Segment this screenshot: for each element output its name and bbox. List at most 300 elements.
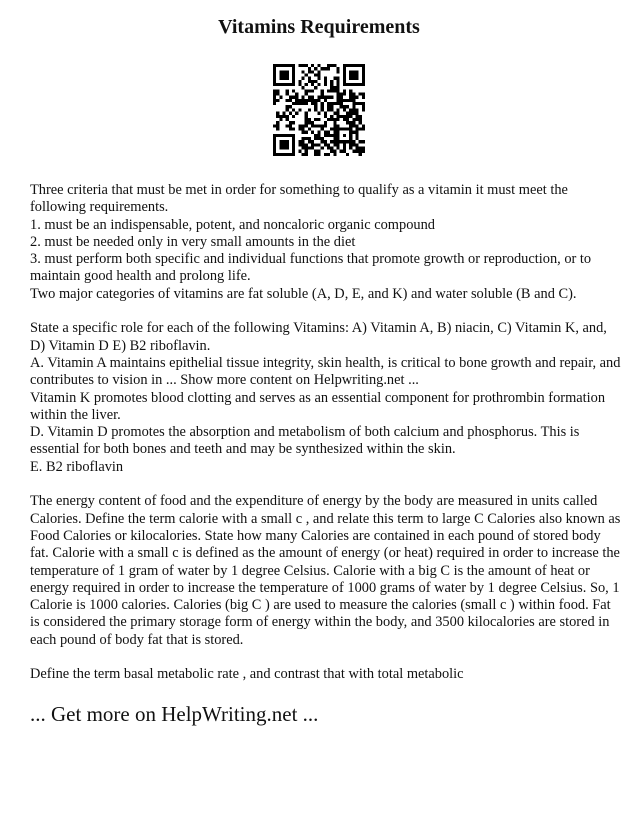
- qr-module: [311, 143, 314, 146]
- qr-module: [355, 64, 358, 67]
- qr-module: [286, 77, 289, 80]
- qr-module: [352, 74, 355, 77]
- qr-module: [327, 143, 330, 146]
- qr-module: [286, 83, 289, 86]
- qr-module: [343, 108, 346, 111]
- qr-module: [317, 124, 320, 127]
- qr-module: [305, 115, 308, 118]
- qr-module: [330, 127, 333, 130]
- qr-module: [302, 143, 305, 146]
- qr-module: [355, 74, 358, 77]
- qr-module: [283, 70, 286, 73]
- qr-module: [311, 140, 314, 143]
- qr-module: [324, 80, 327, 83]
- qr-module: [355, 108, 358, 111]
- qr-module: [333, 134, 336, 137]
- qr-module: [292, 115, 295, 118]
- qr-module: [273, 150, 276, 153]
- qr-module: [302, 124, 305, 127]
- qr-module: [273, 77, 276, 80]
- qr-module: [324, 67, 327, 70]
- qr-module: [286, 74, 289, 77]
- qr-module: [283, 64, 286, 67]
- qr-module: [343, 105, 346, 108]
- qr-module: [283, 74, 286, 77]
- qr-module: [346, 64, 349, 67]
- qr-module: [289, 134, 292, 137]
- qr-module: [305, 118, 308, 121]
- qr-module: [317, 112, 320, 115]
- qr-module: [289, 64, 292, 67]
- qr-module: [355, 112, 358, 115]
- qr-module: [273, 137, 276, 140]
- qr-module: [292, 80, 295, 83]
- qr-module: [283, 112, 286, 115]
- qr-module: [352, 131, 355, 134]
- qr-module: [305, 153, 308, 156]
- qr-module: [292, 77, 295, 80]
- text-line: Food Calories or kilocalories. State how many Calories are contained in each pound of stored body: [30, 527, 601, 544]
- qr-module: [289, 83, 292, 86]
- qr-module: [273, 93, 276, 96]
- qr-module: [327, 108, 330, 111]
- qr-module: [317, 150, 320, 153]
- qr-module: [359, 153, 362, 156]
- paragraph-vitamin-roles: [30, 320, 621, 476]
- qr-module: [298, 83, 301, 86]
- qr-module: [362, 74, 365, 77]
- qr-module: [317, 134, 320, 137]
- qr-module: [333, 143, 336, 146]
- qr-module: [346, 121, 349, 124]
- qr-module: [327, 102, 330, 105]
- qr-module: [276, 134, 279, 137]
- qr-module: [333, 150, 336, 153]
- qr-module: [343, 77, 346, 80]
- qr-module: [289, 99, 292, 102]
- qr-module: [314, 134, 317, 137]
- qr-module: [314, 102, 317, 105]
- qr-module: [349, 140, 352, 143]
- qr-module: [279, 134, 282, 137]
- qr-module: [279, 83, 282, 86]
- qr-module: [305, 89, 308, 92]
- qr-module: [305, 102, 308, 105]
- qr-module: [352, 93, 355, 96]
- qr-module: [333, 124, 336, 127]
- qr-module: [295, 112, 298, 115]
- qr-module: [340, 99, 343, 102]
- qr-module: [352, 83, 355, 86]
- qr-module: [333, 89, 336, 92]
- qr-module: [317, 64, 320, 67]
- qr-module: [343, 140, 346, 143]
- qr-module: [286, 93, 289, 96]
- text-line: 1. must be an indispensable, potent, and noncaloric organic compound: [30, 216, 435, 233]
- qr-module: [324, 131, 327, 134]
- qr-module: [343, 89, 346, 92]
- qr-module: [314, 86, 317, 89]
- qr-module: [327, 153, 330, 156]
- qr-module: [349, 115, 352, 118]
- qr-module: [359, 146, 362, 149]
- qr-module: [305, 150, 308, 153]
- qr-module: [352, 143, 355, 146]
- qr-module: [314, 67, 317, 70]
- qr-module: [349, 83, 352, 86]
- qr-module: [330, 140, 333, 143]
- qr-module: [302, 99, 305, 102]
- qr-module: [308, 108, 311, 111]
- qr-module: [305, 74, 308, 77]
- qr-module: [352, 108, 355, 111]
- qr-module: [324, 83, 327, 86]
- qr-module: [362, 96, 365, 99]
- qr-module: [308, 146, 311, 149]
- qr-module: [305, 137, 308, 140]
- qr-module: [283, 134, 286, 137]
- text-line: is considered the primary storage form of energy within the body, and 3500 kilocalories are stored in: [30, 614, 610, 631]
- qr-module: [349, 89, 352, 92]
- qr-module: [352, 102, 355, 105]
- qr-module: [286, 64, 289, 67]
- qr-module: [292, 83, 295, 86]
- qr-module: [302, 127, 305, 130]
- qr-module: [327, 131, 330, 134]
- qr-module: [327, 67, 330, 70]
- qr-module: [292, 134, 295, 137]
- qr-module: [336, 99, 339, 102]
- qr-module: [308, 127, 311, 130]
- qr-module: [273, 70, 276, 73]
- qr-module: [305, 64, 308, 67]
- qr-module: [349, 93, 352, 96]
- qr-module: [289, 153, 292, 156]
- qr-module: [292, 70, 295, 73]
- qr-module: [286, 124, 289, 127]
- qr-module: [305, 143, 308, 146]
- qr-module: [346, 105, 349, 108]
- qr-module: [273, 80, 276, 83]
- qr-module: [336, 134, 339, 137]
- qr-module: [314, 105, 317, 108]
- qr-module: [302, 146, 305, 149]
- qr-module: [321, 93, 324, 96]
- qr-module: [343, 80, 346, 83]
- qr-module: [349, 96, 352, 99]
- qr-module: [340, 96, 343, 99]
- qr-module: [352, 64, 355, 67]
- qr-module: [346, 99, 349, 102]
- qr-module: [321, 137, 324, 140]
- qr-module: [286, 70, 289, 73]
- qr-module: [349, 127, 352, 130]
- qr-module: [352, 96, 355, 99]
- qr-module: [343, 70, 346, 73]
- qr-module: [305, 83, 308, 86]
- qr-module: [276, 93, 279, 96]
- qr-module: [333, 127, 336, 130]
- document-body: [30, 182, 621, 727]
- qr-module: [327, 96, 330, 99]
- qr-module: [330, 86, 333, 89]
- qr-module: [286, 146, 289, 149]
- qr-module: [292, 127, 295, 130]
- qr-module: [330, 134, 333, 137]
- qr-module: [336, 96, 339, 99]
- qr-module: [330, 118, 333, 121]
- qr-module: [324, 115, 327, 118]
- qr-module: [336, 118, 339, 121]
- text-line: maintain good health and prolong life.: [30, 268, 251, 285]
- qr-module: [283, 77, 286, 80]
- qr-module: [340, 140, 343, 143]
- qr-module: [286, 153, 289, 156]
- qr-module: [273, 67, 276, 70]
- get-more-link[interactable]: ... Get more on HelpWriting.net ...: [30, 701, 319, 726]
- qr-module: [273, 102, 276, 105]
- qr-module: [355, 137, 358, 140]
- qr-module: [273, 140, 276, 143]
- qr-module: [273, 74, 276, 77]
- qr-module: [362, 67, 365, 70]
- qr-module: [311, 80, 314, 83]
- qr-module: [286, 115, 289, 118]
- qr-module: [311, 121, 314, 124]
- qr-module: [355, 102, 358, 105]
- qr-module: [330, 64, 333, 67]
- qr-module: [302, 137, 305, 140]
- qr-module: [283, 143, 286, 146]
- qr-module: [362, 80, 365, 83]
- qr-module: [295, 93, 298, 96]
- qr-module: [279, 153, 282, 156]
- qr-module: [311, 83, 314, 86]
- qr-module: [327, 146, 330, 149]
- qr-module: [362, 83, 365, 86]
- qr-module: [352, 118, 355, 121]
- qr-module: [340, 93, 343, 96]
- qr-module: [349, 124, 352, 127]
- qr-module: [314, 150, 317, 153]
- qr-module: [321, 105, 324, 108]
- qr-module: [302, 96, 305, 99]
- qr-module: [355, 150, 358, 153]
- text-line: Vitamin K promotes blood clotting and serves as an essential component for prothrombin formation: [30, 389, 606, 406]
- qr-module: [305, 124, 308, 127]
- qr-module: [298, 102, 301, 105]
- text-line: fat. Calorie with a small c is defined as the amount of energy (or heat) required in order to increase the: [30, 545, 620, 562]
- qr-module: [311, 131, 314, 134]
- qr-module: [359, 127, 362, 130]
- qr-module: [321, 108, 324, 111]
- qr-module: [340, 102, 343, 105]
- qr-module: [289, 121, 292, 124]
- qr-module: [359, 115, 362, 118]
- qr-module: [352, 150, 355, 153]
- qr-module: [333, 112, 336, 115]
- qr-module: [276, 64, 279, 67]
- qr-module: [336, 137, 339, 140]
- qr-code-graphic: [273, 64, 365, 156]
- qr-module: [279, 143, 282, 146]
- qr-module: [311, 146, 314, 149]
- qr-module: [311, 99, 314, 102]
- text-line: E. B2 riboflavin: [30, 458, 124, 475]
- qr-module: [292, 89, 295, 92]
- qr-module: [336, 86, 339, 89]
- qr-module: [302, 153, 305, 156]
- qr-module: [289, 96, 292, 99]
- qr-module: [333, 64, 336, 67]
- qr-module: [355, 146, 358, 149]
- qr-module: [349, 131, 352, 134]
- qr-module: [330, 83, 333, 86]
- qr-module: [346, 118, 349, 121]
- qr-module: [308, 96, 311, 99]
- qr-module: [352, 77, 355, 80]
- qr-module: [324, 112, 327, 115]
- qr-module: [308, 99, 311, 102]
- qr-module: [292, 102, 295, 105]
- qr-module: [276, 83, 279, 86]
- paragraph-energy-content: [30, 493, 621, 649]
- qr-module: [333, 102, 336, 105]
- qr-module: [355, 77, 358, 80]
- paragraph-gap: [30, 649, 614, 666]
- qr-module: [336, 89, 339, 92]
- qr-module: [295, 96, 298, 99]
- qr-module: [324, 121, 327, 124]
- qr-module: [273, 89, 276, 92]
- text-line: Calories. Define the term calorie with a small c , and relate this term to large C Calories also known as: [30, 510, 621, 527]
- qr-module: [279, 118, 282, 121]
- qr-module: [289, 127, 292, 130]
- qr-module: [292, 96, 295, 99]
- qr-module: [292, 143, 295, 146]
- qr-module: [298, 140, 301, 143]
- qr-module: [292, 108, 295, 111]
- qr-module: [362, 140, 365, 143]
- text-line: Three criteria that must be met in order for something to qualify as a vitamin it must meet the: [30, 182, 568, 198]
- qr-module: [349, 77, 352, 80]
- qr-module: [273, 143, 276, 146]
- qr-module: [336, 127, 339, 130]
- qr-module: [330, 115, 333, 118]
- qr-module: [336, 115, 339, 118]
- qr-module: [302, 64, 305, 67]
- qr-module: [279, 70, 282, 73]
- qr-module: [359, 140, 362, 143]
- qr-module: [276, 153, 279, 156]
- qr-module: [333, 140, 336, 143]
- qr-module: [336, 108, 339, 111]
- qr-module: [349, 112, 352, 115]
- qr-module: [324, 140, 327, 143]
- qr-module: [283, 153, 286, 156]
- qr-module: [340, 105, 343, 108]
- qr-module: [333, 118, 336, 121]
- qr-module: [286, 89, 289, 92]
- qr-module: [311, 70, 314, 73]
- qr-module: [302, 70, 305, 73]
- qr-module: [286, 108, 289, 111]
- qr-module: [362, 108, 365, 111]
- qr-module: [317, 83, 320, 86]
- qr-module: [298, 80, 301, 83]
- qr-module: [330, 150, 333, 153]
- qr-module: [349, 64, 352, 67]
- qr-module: [333, 77, 336, 80]
- qr-module: [324, 153, 327, 156]
- qr-module: [330, 105, 333, 108]
- qr-module: [362, 146, 365, 149]
- text-line: D) Vitamin D E) B2 riboflavin.: [30, 337, 211, 354]
- qr-module: [298, 127, 301, 130]
- qr-module: [352, 99, 355, 102]
- qr-module: [327, 105, 330, 108]
- qr-module: [298, 64, 301, 67]
- qr-module: [314, 124, 317, 127]
- qr-module: [333, 121, 336, 124]
- qr-module: [330, 102, 333, 105]
- qr-module: [362, 93, 365, 96]
- qr-module: [327, 118, 330, 121]
- qr-module: [346, 127, 349, 130]
- qr-module: [302, 102, 305, 105]
- qr-module: [295, 99, 298, 102]
- text-line: within the liver.: [30, 406, 121, 423]
- qr-module: [327, 134, 330, 137]
- qr-module: [349, 99, 352, 102]
- qr-module: [305, 99, 308, 102]
- text-line: State a specific role for each of the following Vitamins: A) Vitamin A, B) niacin, C) Vitamin K, and,: [30, 320, 607, 337]
- text-line: A. Vitamin A maintains epithelial tissue integrity, skin health, is critical to bone growth and repair, and: [30, 354, 621, 371]
- qr-module: [362, 70, 365, 73]
- qr-module: [321, 127, 324, 130]
- qr-module: [330, 89, 333, 92]
- qr-module: [352, 112, 355, 115]
- qr-module: [362, 105, 365, 108]
- qr-module: [349, 143, 352, 146]
- qr-module: [355, 124, 358, 127]
- qr-module: [311, 124, 314, 127]
- qr-module: [330, 80, 333, 83]
- qr-module: [336, 124, 339, 127]
- qr-module: [279, 74, 282, 77]
- qr-module: [273, 146, 276, 149]
- qr-module: [324, 124, 327, 127]
- qr-module: [273, 96, 276, 99]
- qr-module: [355, 131, 358, 134]
- text-line: Calorie is 1000 calories. Calories (big C ) are used to measure the calories (small c ) within food. Fat: [30, 597, 611, 614]
- qr-module: [321, 67, 324, 70]
- qr-module: [359, 93, 362, 96]
- qr-module: [352, 124, 355, 127]
- qr-module: [295, 102, 298, 105]
- qr-module: [355, 83, 358, 86]
- text-line: Two major categories of vitamins are fat soluble (A, D, E, and K) and water soluble (B and C).: [30, 285, 577, 302]
- qr-module: [336, 112, 339, 115]
- qr-module: [314, 108, 317, 111]
- qr-module: [292, 137, 295, 140]
- qr-module: [279, 77, 282, 80]
- qr-module: [317, 137, 320, 140]
- qr-module: [355, 70, 358, 73]
- text-line: D. Vitamin D promotes the absorption and metabolism of both calcium and phosphorus. This is: [30, 424, 580, 441]
- qr-module: [286, 118, 289, 121]
- qr-module: [336, 83, 339, 86]
